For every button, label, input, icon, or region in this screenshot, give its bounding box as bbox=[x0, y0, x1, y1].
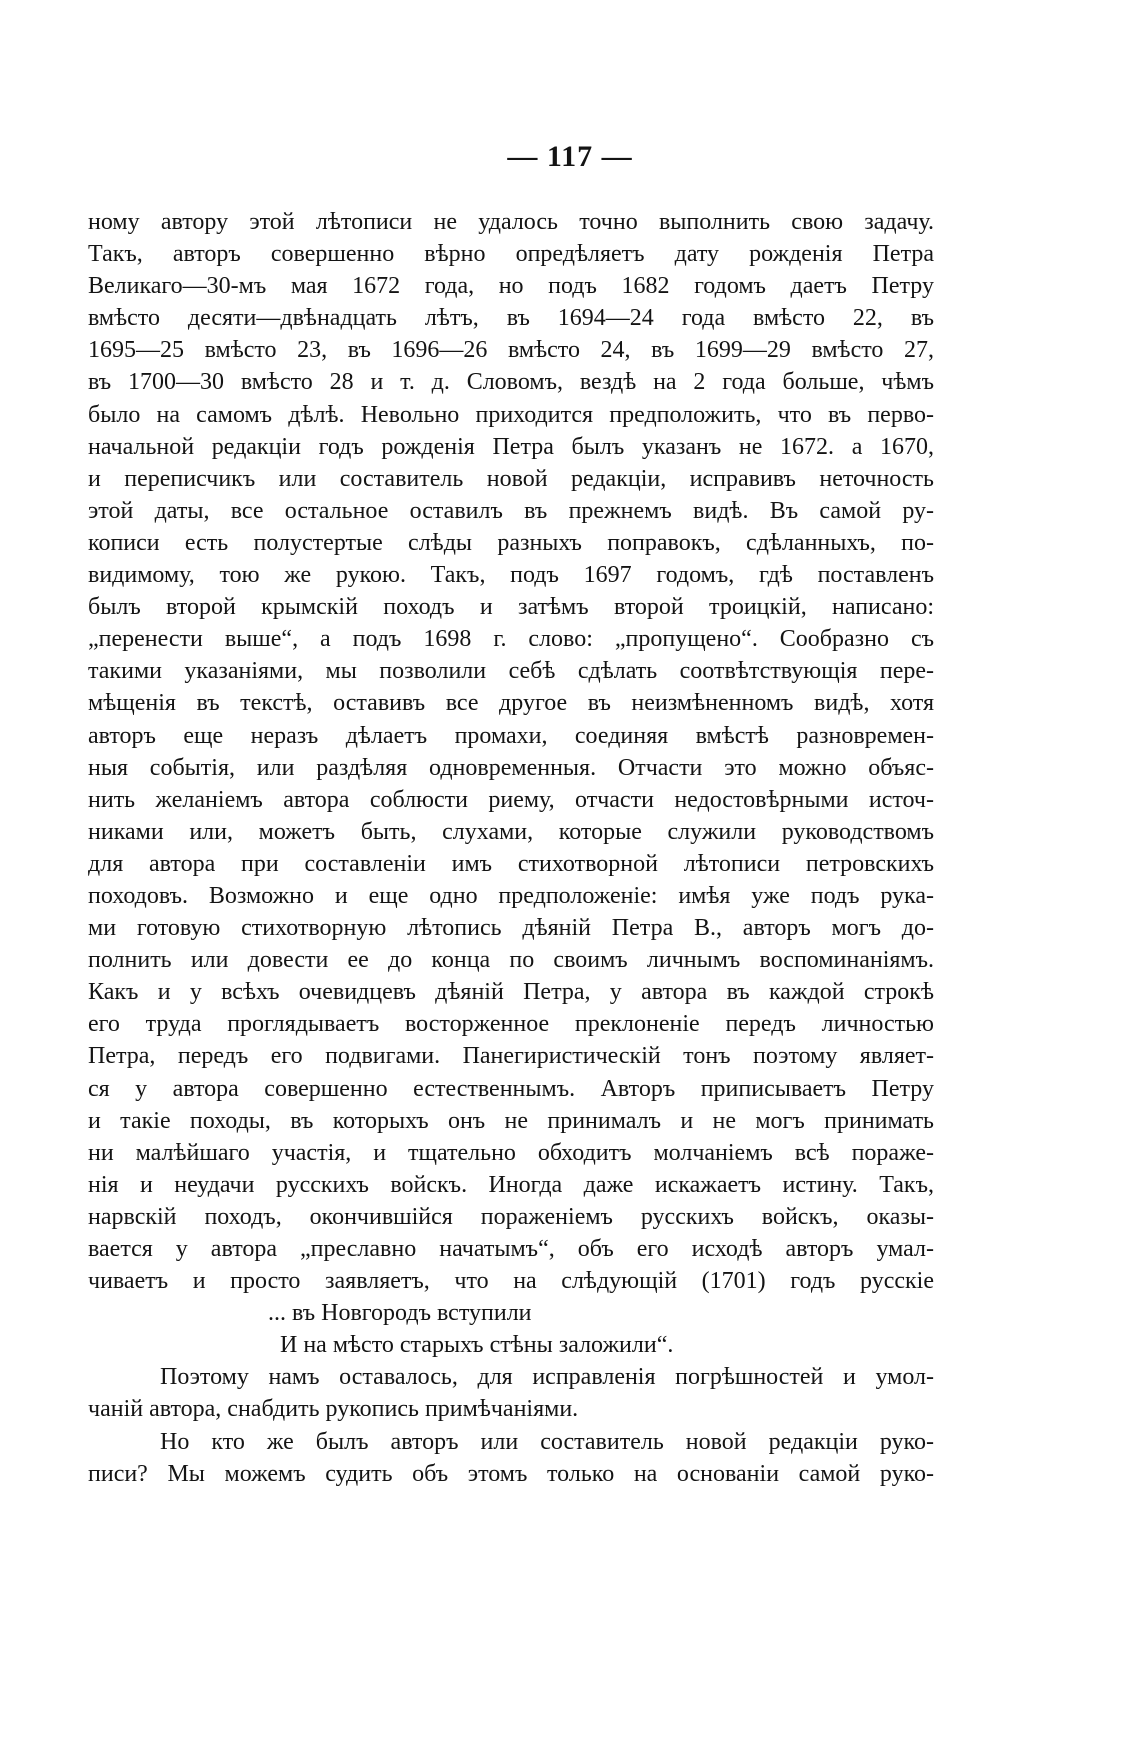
paragraph-first-line: Поэтому намъ оставалось, для исправленія погрѣшностей и умол- bbox=[160, 1364, 934, 1391]
text-line: вается у автора „преславно начатымъ“, объ его исходѣ авторъ умал- bbox=[88, 1236, 934, 1262]
text-line: было на самомъ дѣлѣ. Невольно приходится предположить, что въ перво- bbox=[88, 401, 934, 428]
text-line: никами или, можетъ быть, слухами, которые служили руководствомъ bbox=[88, 818, 934, 845]
text-line: нарвскій походъ, окончившійся пораженіемъ русскихъ войскъ, оказы- bbox=[88, 1203, 934, 1230]
text-line: его труда проглядываетъ восторженное преклоненіе передъ личностью bbox=[88, 1011, 934, 1038]
verse-line: ... въ Новгородъ вступили bbox=[268, 1300, 532, 1327]
text-line: полнить или довести ее до конца по своимъ личнымъ воспоминаніямъ. bbox=[88, 947, 934, 974]
text-line: Великаго—30-мъ мая 1672 года, но подъ 1682 годомъ даетъ Петру bbox=[88, 273, 934, 300]
text-line: для автора при составленіи имъ стихотворной лѣтописи петровскихъ bbox=[88, 850, 934, 877]
text-line: начальной редакціи годъ рожденія Петра былъ указанъ не 1672. а 1670, bbox=[88, 433, 934, 460]
body-text bbox=[88, 206, 934, 1490]
verse-line: И на мѣсто старыхъ стѣны заложили“. bbox=[280, 1332, 674, 1359]
text-line: и переписчикъ или составитель новой редакціи, исправивъ неточность bbox=[88, 465, 934, 492]
text-line: чиваетъ и просто заявляетъ, что на слѣдующій (1701) годъ русскіе bbox=[88, 1268, 934, 1295]
paragraph-first-line: Но кто же былъ авторъ или составитель новой редакціи руко- bbox=[160, 1428, 934, 1455]
page-number: — 117 — bbox=[507, 140, 633, 173]
text-line: „перенести выше“, а подъ 1698 г. слово: „пропущено“. Сообразно съ bbox=[88, 626, 934, 653]
paragraph-last-line: чаній автора, снабдить рукопись примѣчаніями. bbox=[88, 1396, 579, 1423]
text-line: кописи есть полустертые слѣды разныхъ поправокъ, сдѣланныхъ, по- bbox=[88, 529, 934, 556]
text-line: вмѣсто десяти—двѣнадцать лѣтъ, въ 1694—24 года вмѣсто 22, въ bbox=[88, 305, 934, 332]
text-line: ни малѣйшаго участія, и тщательно обходитъ молчаніемъ всѣ пораже- bbox=[88, 1139, 934, 1166]
text-line: ми готовую стихотворную лѣтопись дѣяній Петра В., авторъ могъ до- bbox=[88, 915, 934, 942]
text-line: Петра, передъ его подвигами. Панегиристическій тонъ поэтому являет- bbox=[88, 1043, 934, 1070]
text-line: Такъ, авторъ совершенно вѣрно опредѣляетъ дату рожденія Петра bbox=[88, 241, 934, 268]
text-line: былъ второй крымскій походъ и затѣмъ второй троицкій, написано: bbox=[88, 594, 934, 621]
text-line: писи? Мы можемъ судить объ этомъ только на основаніи самой руко- bbox=[88, 1460, 934, 1487]
text-line: походовъ. Возможно и еще одно предположеніе: имѣя уже подъ рука- bbox=[88, 882, 934, 909]
text-line: Какъ и у всѣхъ очевидцевъ дѣяній Петра, у автора въ каждой строкѣ bbox=[88, 979, 934, 1006]
text-line: 1695—25 вмѣсто 23, въ 1696—26 вмѣсто 24, въ 1699—29 вмѣсто 27, bbox=[88, 337, 934, 364]
text-line: мѣщенія въ текстѣ, оставивъ все другое въ неизмѣненномъ видѣ, хотя bbox=[88, 690, 934, 717]
text-line: ныя событія, или раздѣляя одновременныя. Отчасти это можно объяс- bbox=[88, 754, 934, 781]
text-line: въ 1700—30 вмѣсто 28 и т. д. Словомъ, вездѣ на 2 года больше, чѣмъ bbox=[88, 369, 934, 396]
text-line: видимому, тою же рукою. Такъ, подъ 1697 годомъ, гдѣ поставленъ bbox=[88, 562, 934, 589]
text-line: авторъ еще неразъ дѣлаетъ промахи, соединяя вмѣстѣ разновремен- bbox=[88, 722, 934, 749]
text-line: нить желаніемъ автора соблюсти риему, отчасти недостовѣрными источ- bbox=[88, 786, 934, 813]
text-line: такими указаніями, мы позволили себѣ сдѣлать соотвѣтствующія пере- bbox=[88, 658, 934, 685]
text-line: нія и неудачи русскихъ войскъ. Иногда даже искажаетъ истину. Такъ, bbox=[88, 1171, 934, 1198]
text-line: ному автору этой лѣтописи не удалось точно выполнить свою задачу. bbox=[88, 209, 934, 235]
text-line: ся у автора совершенно естественнымъ. Авторъ приписываетъ Петру bbox=[88, 1075, 934, 1102]
text-line: этой даты, все остальное оставилъ въ прежнемъ видѣ. Въ самой ру- bbox=[88, 497, 934, 524]
text-line: и такіе походы, въ которыхъ онъ не принималъ и не могъ принимать bbox=[88, 1107, 934, 1134]
